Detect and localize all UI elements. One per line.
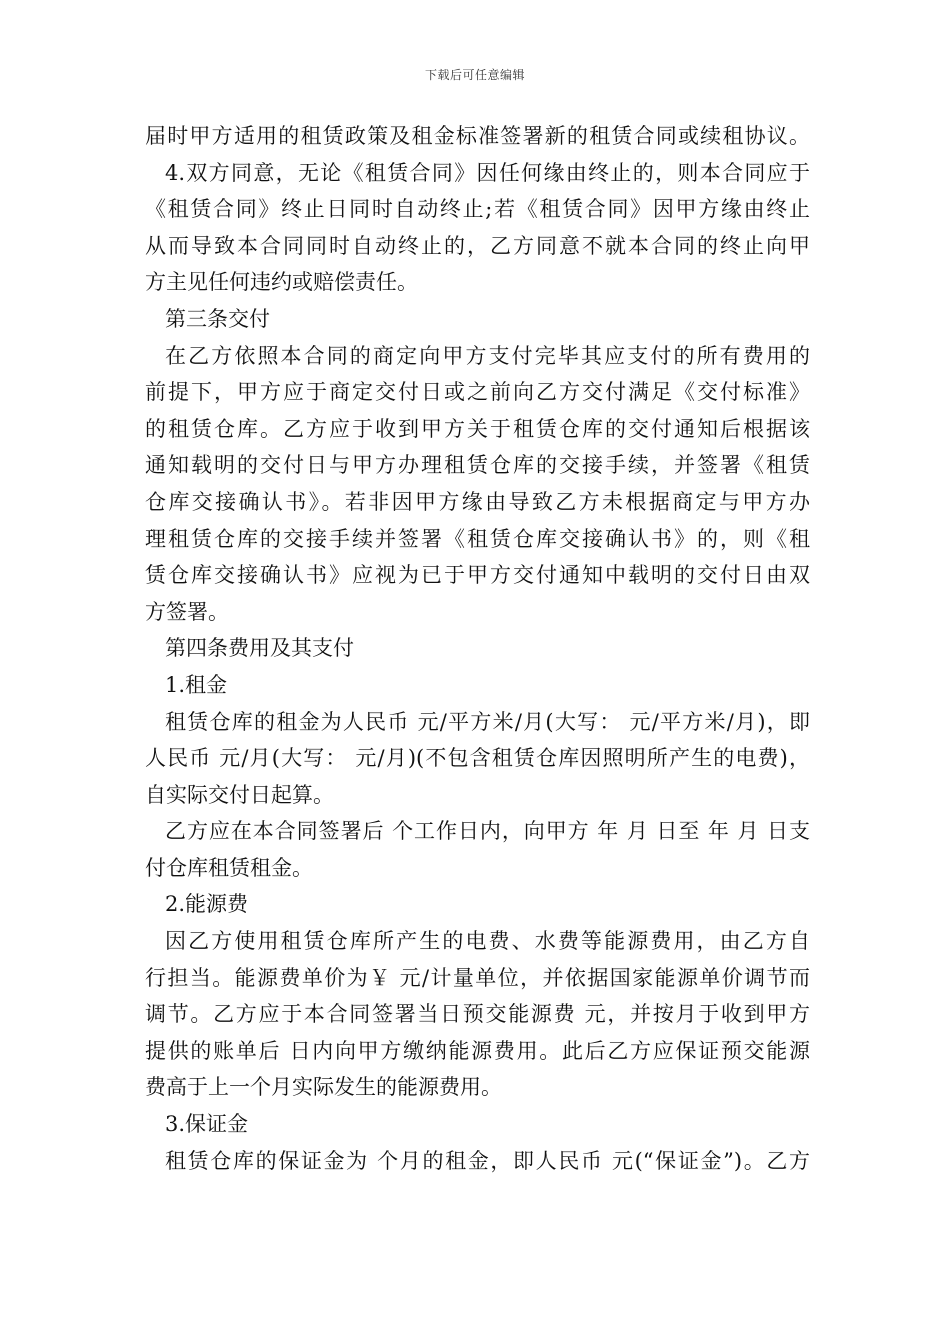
text-line: 费高于上一个月实际发生的能源费用。: [145, 1075, 502, 1100]
text-line: 行担当。能源费单价为￥ 元/计量单位，并依据国家能源单价调节而: [145, 965, 810, 990]
text-line: 《租赁合同》终止日同时自动终止;若《租赁合同》因甲方缘由终止: [145, 197, 810, 222]
text-line: 付仓库租赁租金。: [145, 855, 313, 880]
text-line: 方主见任何违约或赔偿责任。: [145, 270, 418, 295]
subsection-heading: 1.租金: [165, 672, 228, 697]
text-line: 理租赁仓库的交接手续并签署《租赁仓库交接确认书》的，则《租: [145, 526, 810, 551]
subsection-heading: 3.保证金: [165, 1112, 249, 1137]
text-line: 方签署。: [145, 599, 229, 624]
document-body: [145, 118, 810, 1179]
text-line: 因乙方使用租赁仓库所产生的电费、水费等能源费用，由乙方自: [165, 929, 810, 954]
section-heading: 第四条费用及其支付: [165, 636, 354, 661]
text-line: 届时甲方适用的租赁政策及租金标准签署新的租赁合同或续租协议。: [145, 124, 810, 148]
text-line: 在乙方依照本合同的商定向甲方支付完毕其应支付的所有费用的: [165, 343, 810, 368]
text-line: 通知载明的交付日与甲方办理租赁仓库的交接手续，并签署《租赁: [145, 453, 810, 478]
page-header: 下载后可任意编辑: [424, 68, 525, 82]
text-line: 仓库交接确认书》。若非因甲方缘由导致乙方未根据商定与甲方办: [145, 489, 810, 514]
text-line: 的租赁仓库。乙方应于收到甲方关于租赁仓库的交付通知后根据该: [145, 416, 810, 441]
text-line: 乙方应在本合同签署后 个工作日内，向甲方 年 月 日至 年 月 日支: [165, 819, 810, 844]
text-line: 调节。乙方应于本合同签署当日预交能源费 元，并按月于收到甲方: [145, 1002, 810, 1027]
text-line: 从而导致本合同同时自动终止的，乙方同意不就本合同的终止向甲: [145, 233, 810, 258]
text-line: 前提下，甲方应于商定交付日或之前向乙方交付满足《交付标准》: [145, 380, 810, 405]
section-heading: 第三条交付: [165, 306, 270, 331]
text-line: 提供的账单后 日内向甲方缴纳能源费用。此后乙方应保证预交能源: [145, 1038, 810, 1063]
subsection-heading: 2.能源费: [165, 892, 249, 917]
text-line: 4.双方同意，无论《租赁合同》因任何缘由终止的，则本合同应于: [165, 160, 810, 185]
text-line: 租赁仓库的租金为人民币 元/平方米/月(大写： 元/平方米/月)，即: [165, 709, 810, 734]
text-line: 租赁仓库的保证金为 个月的租金，即人民币 元(“保证金”)。乙方: [165, 1148, 810, 1173]
text-line: 人民币 元/月(大写： 元/月)(不包含租赁仓库因照明所产生的电费)，: [145, 746, 810, 771]
text-line: 自实际交付日起算。: [145, 782, 334, 807]
text-line: 赁仓库交接确认书》应视为已于甲方交付通知中载明的交付日由双: [145, 563, 810, 588]
